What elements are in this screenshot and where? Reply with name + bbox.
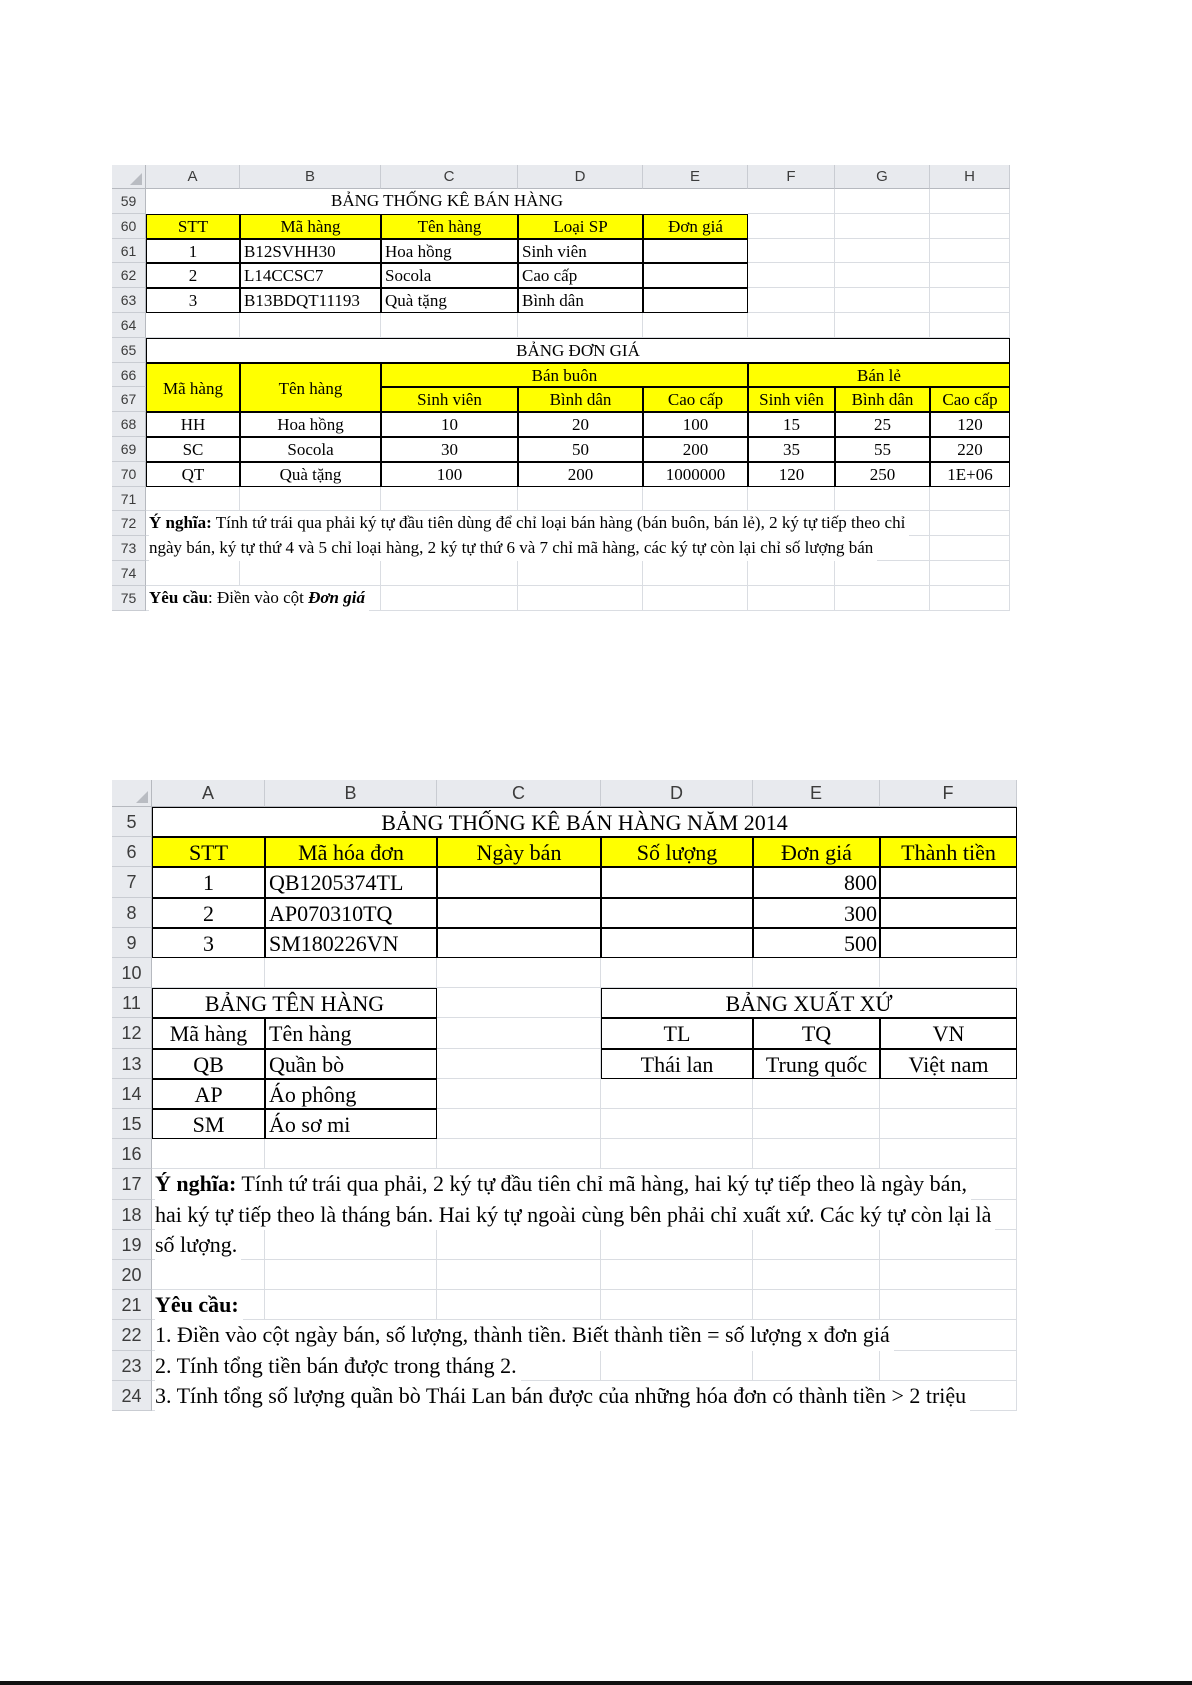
sheet2-requirement-3 [155, 1381, 970, 1411]
column-header-A[interactable]: A [152, 780, 265, 807]
spreadsheet-1 [112, 165, 1012, 609]
price-subheader[interactable]: Bình dân [835, 387, 930, 412]
spreadsheet-2 [112, 780, 1022, 1410]
column-header-E[interactable]: E [643, 165, 748, 189]
price-data-cell[interactable]: Quà tặng [240, 462, 381, 487]
sheet1-data-cell[interactable]: 1 [146, 239, 240, 264]
price-data-cell[interactable]: 50 [518, 437, 643, 462]
page-bottom-border [0, 1681, 1192, 1685]
row-header-66[interactable]: 66 [112, 363, 146, 388]
price-data-cell[interactable]: 100 [381, 462, 518, 487]
row-header-70[interactable]: 70 [112, 462, 146, 487]
requirement-label: Yêu cầu [149, 587, 209, 607]
row-header-17[interactable]: 17 [112, 1169, 152, 1199]
price-data-cell[interactable]: 250 [835, 462, 930, 487]
price-data-cell[interactable]: 1000000 [643, 462, 748, 487]
sheet2-header-cell[interactable]: Mã hóa đơn [265, 837, 437, 867]
price-header-name[interactable]: Tên hàng [240, 363, 381, 413]
price-group-retail[interactable]: Bán lẻ [748, 363, 1010, 388]
row-header-59[interactable]: 59 [112, 189, 146, 214]
sheet2-data-cell[interactable]: 2 [152, 898, 265, 928]
origin-code-cell[interactable]: TQ [753, 1018, 880, 1048]
select-all-corner[interactable] [112, 780, 152, 807]
meaning-text: hai ký tự tiếp theo là tháng bán. Hai ký tự ngoài cùng bên phải chỉ xuất xứ. Các ký tự còn lại là [155, 1201, 992, 1227]
price-data-cell[interactable]: 200 [643, 437, 748, 462]
sheet1-meaning-line1 [149, 511, 909, 536]
names-name-cell[interactable]: Áo sơ mi [265, 1109, 437, 1139]
requirement-label: Yêu cầu: [155, 1292, 239, 1318]
row-header-16[interactable]: 16 [112, 1139, 152, 1169]
names-header-code[interactable]: Mã hàng [152, 1018, 265, 1048]
row-header-62[interactable]: 62 [112, 263, 146, 288]
price-data-cell[interactable]: 220 [930, 437, 1010, 462]
meaning-text: ngày bán, ký tự thứ 4 và 5 chỉ loại hàng, 2 ký tự thứ 6 và 7 chỉ mã hàng, các ký tự còn lại chỉ số lượng bán [149, 538, 874, 558]
column-header-H[interactable]: H [930, 165, 1010, 189]
row-header-21[interactable]: 21 [112, 1290, 152, 1320]
sheet1-data-cell[interactable]: Hoa hồng [381, 239, 518, 264]
price-subheader[interactable]: Bình dân [518, 387, 643, 412]
meaning-label: Ý nghĩa: [155, 1171, 237, 1197]
sheet2-data-cell[interactable] [437, 867, 601, 897]
sheet2-data-cell[interactable]: 300 [753, 898, 880, 928]
row-header-9[interactable]: 9 [112, 928, 152, 958]
price-data-cell[interactable]: 200 [518, 462, 643, 487]
sheet1-data-cell[interactable]: 2 [146, 263, 240, 288]
price-data-cell[interactable]: 1E+06 [930, 462, 1010, 487]
meaning-text: Tính tứ trái qua phải ký tự đầu tiên dùng để chỉ loại bán hàng (bán buôn, bán lẻ), 2 ký tự tiếp theo chỉ [215, 513, 906, 533]
sheet2-requirement-label [155, 1290, 243, 1320]
sheet2-header-cell[interactable]: Đơn giá [753, 837, 880, 867]
sheet1-meaning-line2 [149, 536, 877, 561]
names-name-cell[interactable]: Áo phông [265, 1079, 437, 1109]
column-header-D[interactable]: D [601, 780, 753, 807]
row-header-68[interactable]: 68 [112, 412, 146, 437]
row-header-6[interactable]: 6 [112, 837, 152, 867]
column-header-F[interactable]: F [748, 165, 835, 189]
column-header-C[interactable]: C [437, 780, 601, 807]
row-header-7[interactable]: 7 [112, 867, 152, 897]
sheet2-data-cell[interactable]: 1 [152, 867, 265, 897]
row-header-73[interactable]: 73 [112, 536, 146, 561]
sheet2-header-cell[interactable]: Ngày bán [437, 837, 601, 867]
price-group-wholesale[interactable]: Bán buôn [381, 363, 748, 388]
sheet2-requirement-2 [155, 1351, 521, 1381]
sheet2-data-cell[interactable] [880, 898, 1017, 928]
row-header-61[interactable]: 61 [112, 239, 146, 264]
row-header-64[interactable]: 64 [112, 313, 146, 338]
origin-name-cell[interactable]: Trung quốc [753, 1049, 880, 1079]
meaning-label: Ý nghĩa: [149, 513, 212, 533]
sheet1-data-cell[interactable] [643, 239, 748, 264]
row-header-8[interactable]: 8 [112, 898, 152, 928]
meaning-text: số lượng. [155, 1231, 238, 1257]
price-data-cell[interactable]: 55 [835, 437, 930, 462]
origin-code-cell[interactable]: VN [880, 1018, 1017, 1048]
sheet1-header-cell[interactable]: Loại SP [518, 214, 643, 239]
row-header-65[interactable]: 65 [112, 338, 146, 363]
origin-table-title[interactable]: BẢNG XUẤT XỨ [601, 988, 1017, 1018]
sheet1-requirement [149, 586, 369, 611]
sheet2-data-cell[interactable]: 3 [152, 928, 265, 958]
sheet1-data-cell[interactable]: Socola [381, 263, 518, 288]
row-header-74[interactable]: 74 [112, 561, 146, 586]
price-data-cell[interactable]: 120 [748, 462, 835, 487]
row-header-12[interactable]: 12 [112, 1018, 152, 1048]
names-header-name[interactable]: Tên hàng [265, 1018, 437, 1048]
sheet1-title[interactable]: BẢNG THỐNG KÊ BÁN HÀNG [146, 189, 748, 214]
price-header-code[interactable]: Mã hàng [146, 363, 240, 413]
sheet2-data-cell[interactable]: AP070310TQ [265, 898, 437, 928]
row-header-67[interactable]: 67 [112, 387, 146, 412]
sheet1-data-cell[interactable]: B13BDQT11193 [240, 288, 381, 313]
column-header-D[interactable]: D [518, 165, 643, 189]
requirement-2: 2. Tính tổng tiền bán được trong tháng 2. [155, 1352, 517, 1378]
sheet1-data-cell[interactable]: Cao cấp [518, 263, 643, 288]
row-header-18[interactable]: 18 [112, 1200, 152, 1230]
names-name-cell[interactable]: Quần bò [265, 1049, 437, 1079]
price-data-cell[interactable]: 15 [748, 412, 835, 437]
sheet2-data-cell[interactable]: 800 [753, 867, 880, 897]
sheet2-header-cell[interactable]: Thành tiền [880, 837, 1017, 867]
row-header-14[interactable]: 14 [112, 1079, 152, 1109]
price-data-cell[interactable]: SC [146, 437, 240, 462]
column-header-E[interactable]: E [753, 780, 880, 807]
sheet1-data-cell[interactable]: L14CCSC7 [240, 263, 381, 288]
sheet2-header-cell[interactable]: STT [152, 837, 265, 867]
column-header-F[interactable]: F [880, 780, 1017, 807]
row-header-15[interactable]: 15 [112, 1109, 152, 1139]
sheet1-data-cell[interactable] [643, 263, 748, 288]
price-table-title[interactable]: BẢNG ĐƠN GIÁ [146, 338, 1010, 363]
column-header-C[interactable]: C [381, 165, 518, 189]
price-data-cell[interactable]: 10 [381, 412, 518, 437]
requirement-3: 3. Tính tổng số lượng quần bò Thái Lan bán được của những hóa đơn có thành tiền > 2 triệu [155, 1382, 967, 1408]
row-header-23[interactable]: 23 [112, 1351, 152, 1381]
price-data-cell[interactable]: QT [146, 462, 240, 487]
row-header-11[interactable]: 11 [112, 988, 152, 1018]
price-subheader[interactable]: Sinh viên [748, 387, 835, 412]
requirement-text: : Điền vào cột [208, 587, 309, 607]
names-code-cell[interactable]: QB [152, 1049, 265, 1079]
price-data-cell[interactable]: Hoa hồng [240, 412, 381, 437]
gridline-h [152, 1259, 1017, 1260]
price-data-cell[interactable]: HH [146, 412, 240, 437]
sheet1-data-cell[interactable]: Quà tặng [381, 288, 518, 313]
sheet2-data-cell[interactable] [437, 928, 601, 958]
column-header-A[interactable]: A [146, 165, 240, 189]
sheet1-data-cell[interactable]: Bình dân [518, 288, 643, 313]
row-header-71[interactable]: 71 [112, 487, 146, 512]
sheet2-header-cell[interactable]: Số lượng [601, 837, 753, 867]
price-data-cell[interactable]: 120 [930, 412, 1010, 437]
row-header-13[interactable]: 13 [112, 1049, 152, 1079]
row-header-75[interactable]: 75 [112, 586, 146, 611]
price-subheader[interactable]: Cao cấp [930, 387, 1010, 412]
price-data-cell[interactable]: 25 [835, 412, 930, 437]
sheet2-data-cell[interactable] [880, 928, 1017, 958]
price-data-cell[interactable]: Socola [240, 437, 381, 462]
sheet1-data-cell[interactable]: Sinh viên [518, 239, 643, 264]
price-data-cell[interactable]: 100 [643, 412, 748, 437]
requirement-1: 1. Điền vào cột ngày bán, số lượng, thành tiền. Biết thành tiền = số lượng x đơn giá [155, 1322, 890, 1348]
sheet1-header-cell[interactable]: Tên hàng [381, 214, 518, 239]
names-code-cell[interactable]: AP [152, 1079, 265, 1109]
sheet2-data-cell[interactable] [601, 867, 753, 897]
price-data-cell[interactable]: 20 [518, 412, 643, 437]
column-header-G[interactable]: G [835, 165, 930, 189]
sheet2-meaning-line1 [155, 1169, 971, 1199]
row-header-20[interactable]: 20 [112, 1260, 152, 1290]
price-subheader[interactable]: Cao cấp [643, 387, 748, 412]
select-all-corner[interactable] [112, 165, 146, 189]
row-header-22[interactable]: 22 [112, 1320, 152, 1350]
row-header-69[interactable]: 69 [112, 437, 146, 462]
sheet2-data-cell[interactable]: 500 [753, 928, 880, 958]
sheet2-data-cell[interactable] [601, 928, 753, 958]
sheet1-header-cell[interactable]: STT [146, 214, 240, 239]
sheet2-meaning-line2 [155, 1200, 995, 1230]
gridline-h [152, 1289, 1017, 1290]
row-header-72[interactable]: 72 [112, 511, 146, 536]
sheet1-header-cell[interactable]: Đơn giá [643, 214, 748, 239]
meaning-text: Tính tứ trái qua phải, 2 ký tự đầu tiên chỉ mã hàng, hai ký tự tiếp theo là ngày bán, [241, 1171, 967, 1197]
sheet2-meaning-line3 [155, 1230, 241, 1260]
row-header-24[interactable]: 24 [112, 1381, 152, 1411]
sheet2-data-cell[interactable] [880, 867, 1017, 897]
row-header-10[interactable]: 10 [112, 958, 152, 988]
row-header-19[interactable]: 19 [112, 1230, 152, 1260]
origin-code-cell[interactable]: TL [601, 1018, 753, 1048]
sheet1-header-cell[interactable]: Mã hàng [240, 214, 381, 239]
sheet1-data-cell[interactable]: B12SVHH30 [240, 239, 381, 264]
price-data-cell[interactable]: 30 [381, 437, 518, 462]
sheet2-requirement-1 [155, 1320, 894, 1350]
names-code-cell[interactable]: SM [152, 1109, 265, 1139]
sheet1-data-cell[interactable] [643, 288, 748, 313]
origin-name-cell[interactable]: Việt nam [880, 1049, 1017, 1079]
price-data-cell[interactable]: 35 [748, 437, 835, 462]
sheet2-data-cell[interactable]: SM180226VN [265, 928, 437, 958]
row-header-63[interactable]: 63 [112, 288, 146, 313]
row-header-60[interactable]: 60 [112, 214, 146, 239]
sheet1-data-cell[interactable]: 3 [146, 288, 240, 313]
origin-name-cell[interactable]: Thái lan [601, 1049, 753, 1079]
sheet2-title[interactable]: BẢNG THỐNG KÊ BÁN HÀNG NĂM 2014 [152, 807, 1017, 837]
column-header-B[interactable]: B [265, 780, 437, 807]
sheet2-data-cell[interactable] [437, 898, 601, 928]
column-header-B[interactable]: B [240, 165, 381, 189]
row-header-5[interactable]: 5 [112, 807, 152, 837]
sheet2-data-cell[interactable]: QB1205374TL [265, 867, 437, 897]
requirement-emphasis: Đơn giá [308, 587, 365, 607]
names-table-title[interactable]: BẢNG TÊN HÀNG [152, 988, 437, 1018]
price-subheader[interactable]: Sinh viên [381, 387, 518, 412]
sheet2-data-cell[interactable] [601, 898, 753, 928]
